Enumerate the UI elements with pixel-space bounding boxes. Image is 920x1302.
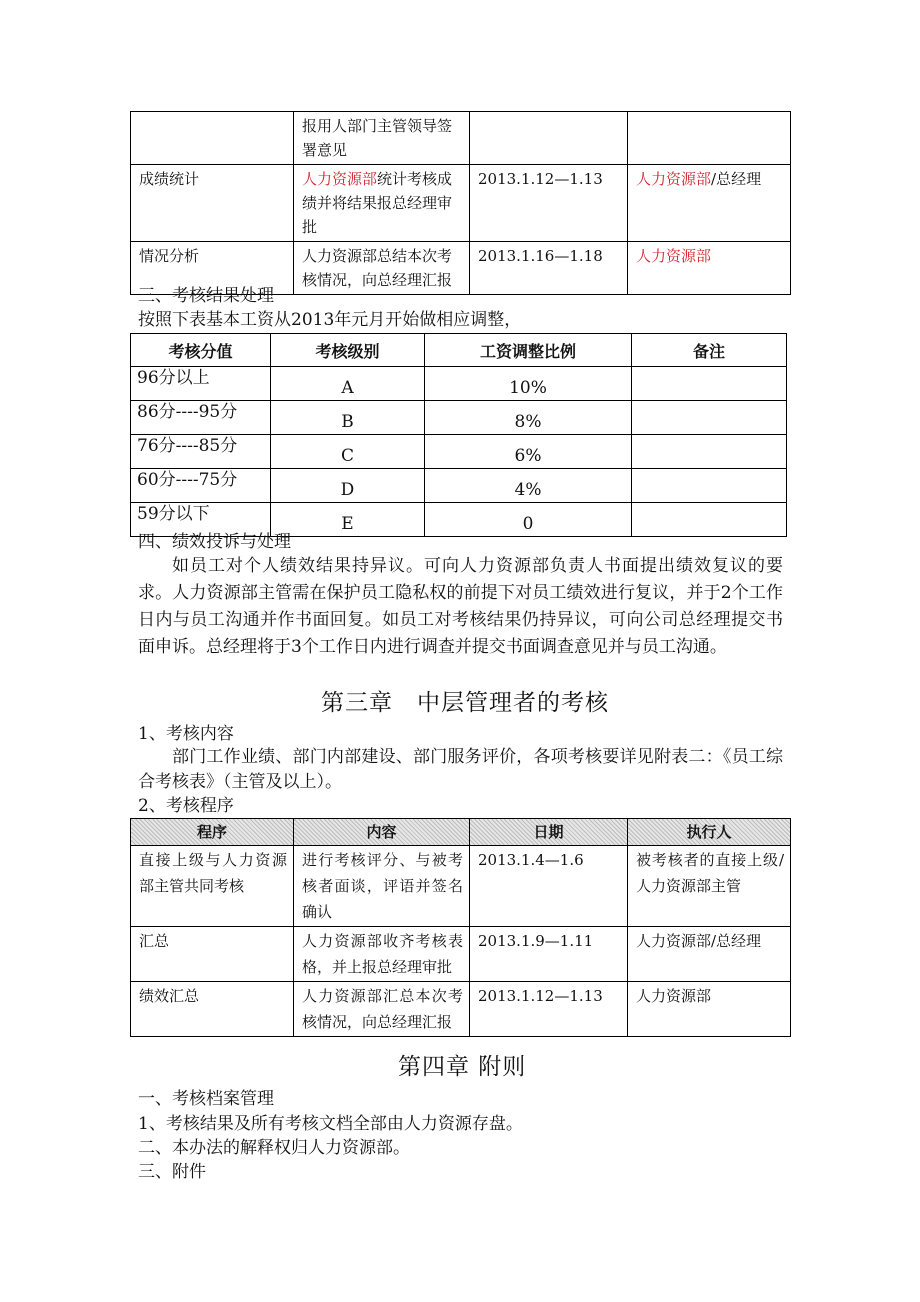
exec-red-text: 人力资源部 bbox=[636, 247, 712, 265]
cell-note bbox=[632, 503, 787, 537]
cell-ratio: 0 bbox=[425, 503, 632, 537]
cell-date: 2013.1.16—1.18 bbox=[470, 242, 628, 295]
ch3-item1-title: 1、考核内容 bbox=[138, 724, 234, 744]
chapter-4-title: 第四章 附则 bbox=[398, 1054, 527, 1080]
table-row bbox=[131, 435, 787, 469]
table-row bbox=[131, 165, 791, 242]
cell-note bbox=[632, 401, 787, 435]
cell-step: 情况分析 bbox=[131, 242, 294, 295]
cell-content: 进行考核评分、与被考核者面谈，评语并签名确认 bbox=[294, 846, 470, 927]
cell-step: 成绩统计 bbox=[131, 165, 294, 242]
cell-ratio: 6% bbox=[425, 435, 632, 469]
table-row bbox=[131, 112, 791, 165]
header-ratio: 工资调整比例 bbox=[425, 334, 632, 367]
cell-date: 2013.1.12—1.13 bbox=[470, 982, 628, 1037]
cell-ratio: 8% bbox=[425, 401, 632, 435]
cell-step bbox=[131, 112, 294, 165]
cell-step: 绩效汇总 bbox=[131, 982, 294, 1037]
content-red-text: 人力资源部 bbox=[302, 170, 378, 188]
header-score: 考核分值 bbox=[131, 334, 271, 367]
cell-score: 96分以上 bbox=[131, 367, 271, 401]
cell-content: 人力资源部汇总本次考核情况，向总经理汇报 bbox=[294, 982, 470, 1037]
cell-note bbox=[632, 367, 787, 401]
table-header-row bbox=[131, 334, 787, 367]
header-date: 日期 bbox=[470, 819, 628, 846]
cell-step: 汇总 bbox=[131, 927, 294, 982]
cell-content bbox=[294, 242, 470, 295]
exec-text: /总经理 bbox=[711, 170, 762, 188]
cell-ratio: 4% bbox=[425, 469, 632, 503]
header-content: 内容 bbox=[294, 819, 470, 846]
exec-red-text: 人力资源部 bbox=[636, 170, 712, 188]
header-grade: 考核级别 bbox=[271, 334, 425, 367]
cell-score: 60分----75分 bbox=[131, 469, 271, 503]
chapter-3-title: 第三章 中层管理者的考核 bbox=[321, 690, 609, 716]
cell-exec bbox=[628, 112, 791, 165]
cell-exec: 人力资源部 bbox=[628, 982, 791, 1037]
content-text: 报用人部门主管领导签署意见 bbox=[302, 117, 453, 159]
cell-grade: E bbox=[271, 503, 425, 537]
cell-grade: B bbox=[271, 401, 425, 435]
ch4-line: 二、本办法的解释权归人力资源部。 bbox=[138, 1138, 410, 1158]
cell-content: 人力资源部收齐考核表格，并上报总经理审批 bbox=[294, 927, 470, 982]
header-step: 程序 bbox=[131, 819, 294, 846]
cell-date: 2013.1.9—1.11 bbox=[470, 927, 628, 982]
cell-note bbox=[632, 469, 787, 503]
ch4-line: 1、考核结果及所有考核文档全部由人力资源存盘。 bbox=[138, 1114, 523, 1134]
cell-date bbox=[470, 112, 628, 165]
table-row bbox=[131, 846, 791, 927]
cell-exec: 被考核者的直接上级/人力资源部主管 bbox=[628, 846, 791, 927]
cell-step: 直接上级与人力资源部主管共同考核 bbox=[131, 846, 294, 927]
header-note: 备注 bbox=[632, 334, 787, 367]
table-row bbox=[131, 982, 791, 1037]
ch3-item1-text: 部门工作业绩、部门内部建设、部门服务评价，各项考核要详见附表二：《员工综合考核表》（主管及以上）。 bbox=[138, 747, 783, 792]
cell-grade: D bbox=[271, 469, 425, 503]
section-3-text: 按照下表基本工资从2013年元月开始做相应调整， bbox=[138, 310, 522, 330]
cell-note bbox=[632, 435, 787, 469]
header-exec: 执行人 bbox=[628, 819, 791, 846]
cell-grade: C bbox=[271, 435, 425, 469]
cell-score: 76分----85分 bbox=[131, 435, 271, 469]
cell-ratio: 10% bbox=[425, 367, 632, 401]
table-row bbox=[131, 469, 787, 503]
cell-grade: A bbox=[271, 367, 425, 401]
table-row bbox=[131, 367, 787, 401]
content-text: 人力资源部总结本次考核情况，向总经理汇报 bbox=[302, 247, 453, 289]
cell-score: 86分----95分 bbox=[131, 401, 271, 435]
content-text: 统计考核成绩并将结果报总经理审批 bbox=[302, 170, 453, 236]
salary-adjustment-table bbox=[130, 333, 787, 537]
ch4-line: 一、考核档案管理 bbox=[138, 1089, 274, 1109]
table-row bbox=[131, 401, 787, 435]
table-header-row bbox=[131, 819, 791, 846]
table-row bbox=[131, 927, 791, 982]
section-4-title: 四、绩效投诉与处理 bbox=[138, 532, 291, 552]
cell-content bbox=[294, 165, 470, 242]
cell-content bbox=[294, 112, 470, 165]
procedure-table bbox=[130, 818, 791, 1037]
section-4-text: 如员工对个人绩效结果持异议。可向人力资源部负责人书面提出绩效复议的要求。人力资源部主管需在保护员工隐私权的前提下对员工绩效进行复议，并于2个工作日内与员工沟通并作书面回复。如员工对考核结果仍持异议，可向公司总经理提交书面申诉。总经理将于3个工作日内进行调查并提交书面调查意见并与员工沟通。 bbox=[138, 556, 783, 657]
ch4-line: 三、附件 bbox=[138, 1162, 206, 1182]
cell-score: 59分以下 bbox=[131, 503, 271, 537]
cell-exec: 人力资源部/总经理 bbox=[628, 927, 791, 982]
cell-date: 2013.1.12—1.13 bbox=[470, 165, 628, 242]
cell-exec bbox=[628, 242, 791, 295]
ch3-item2-title: 2、考核程序 bbox=[138, 796, 234, 816]
process-table-continued bbox=[130, 111, 791, 295]
section-3-title: 三、考核结果处理 bbox=[138, 286, 274, 306]
cell-exec bbox=[628, 165, 791, 242]
cell-date: 2013.1.4—1.6 bbox=[470, 846, 628, 927]
